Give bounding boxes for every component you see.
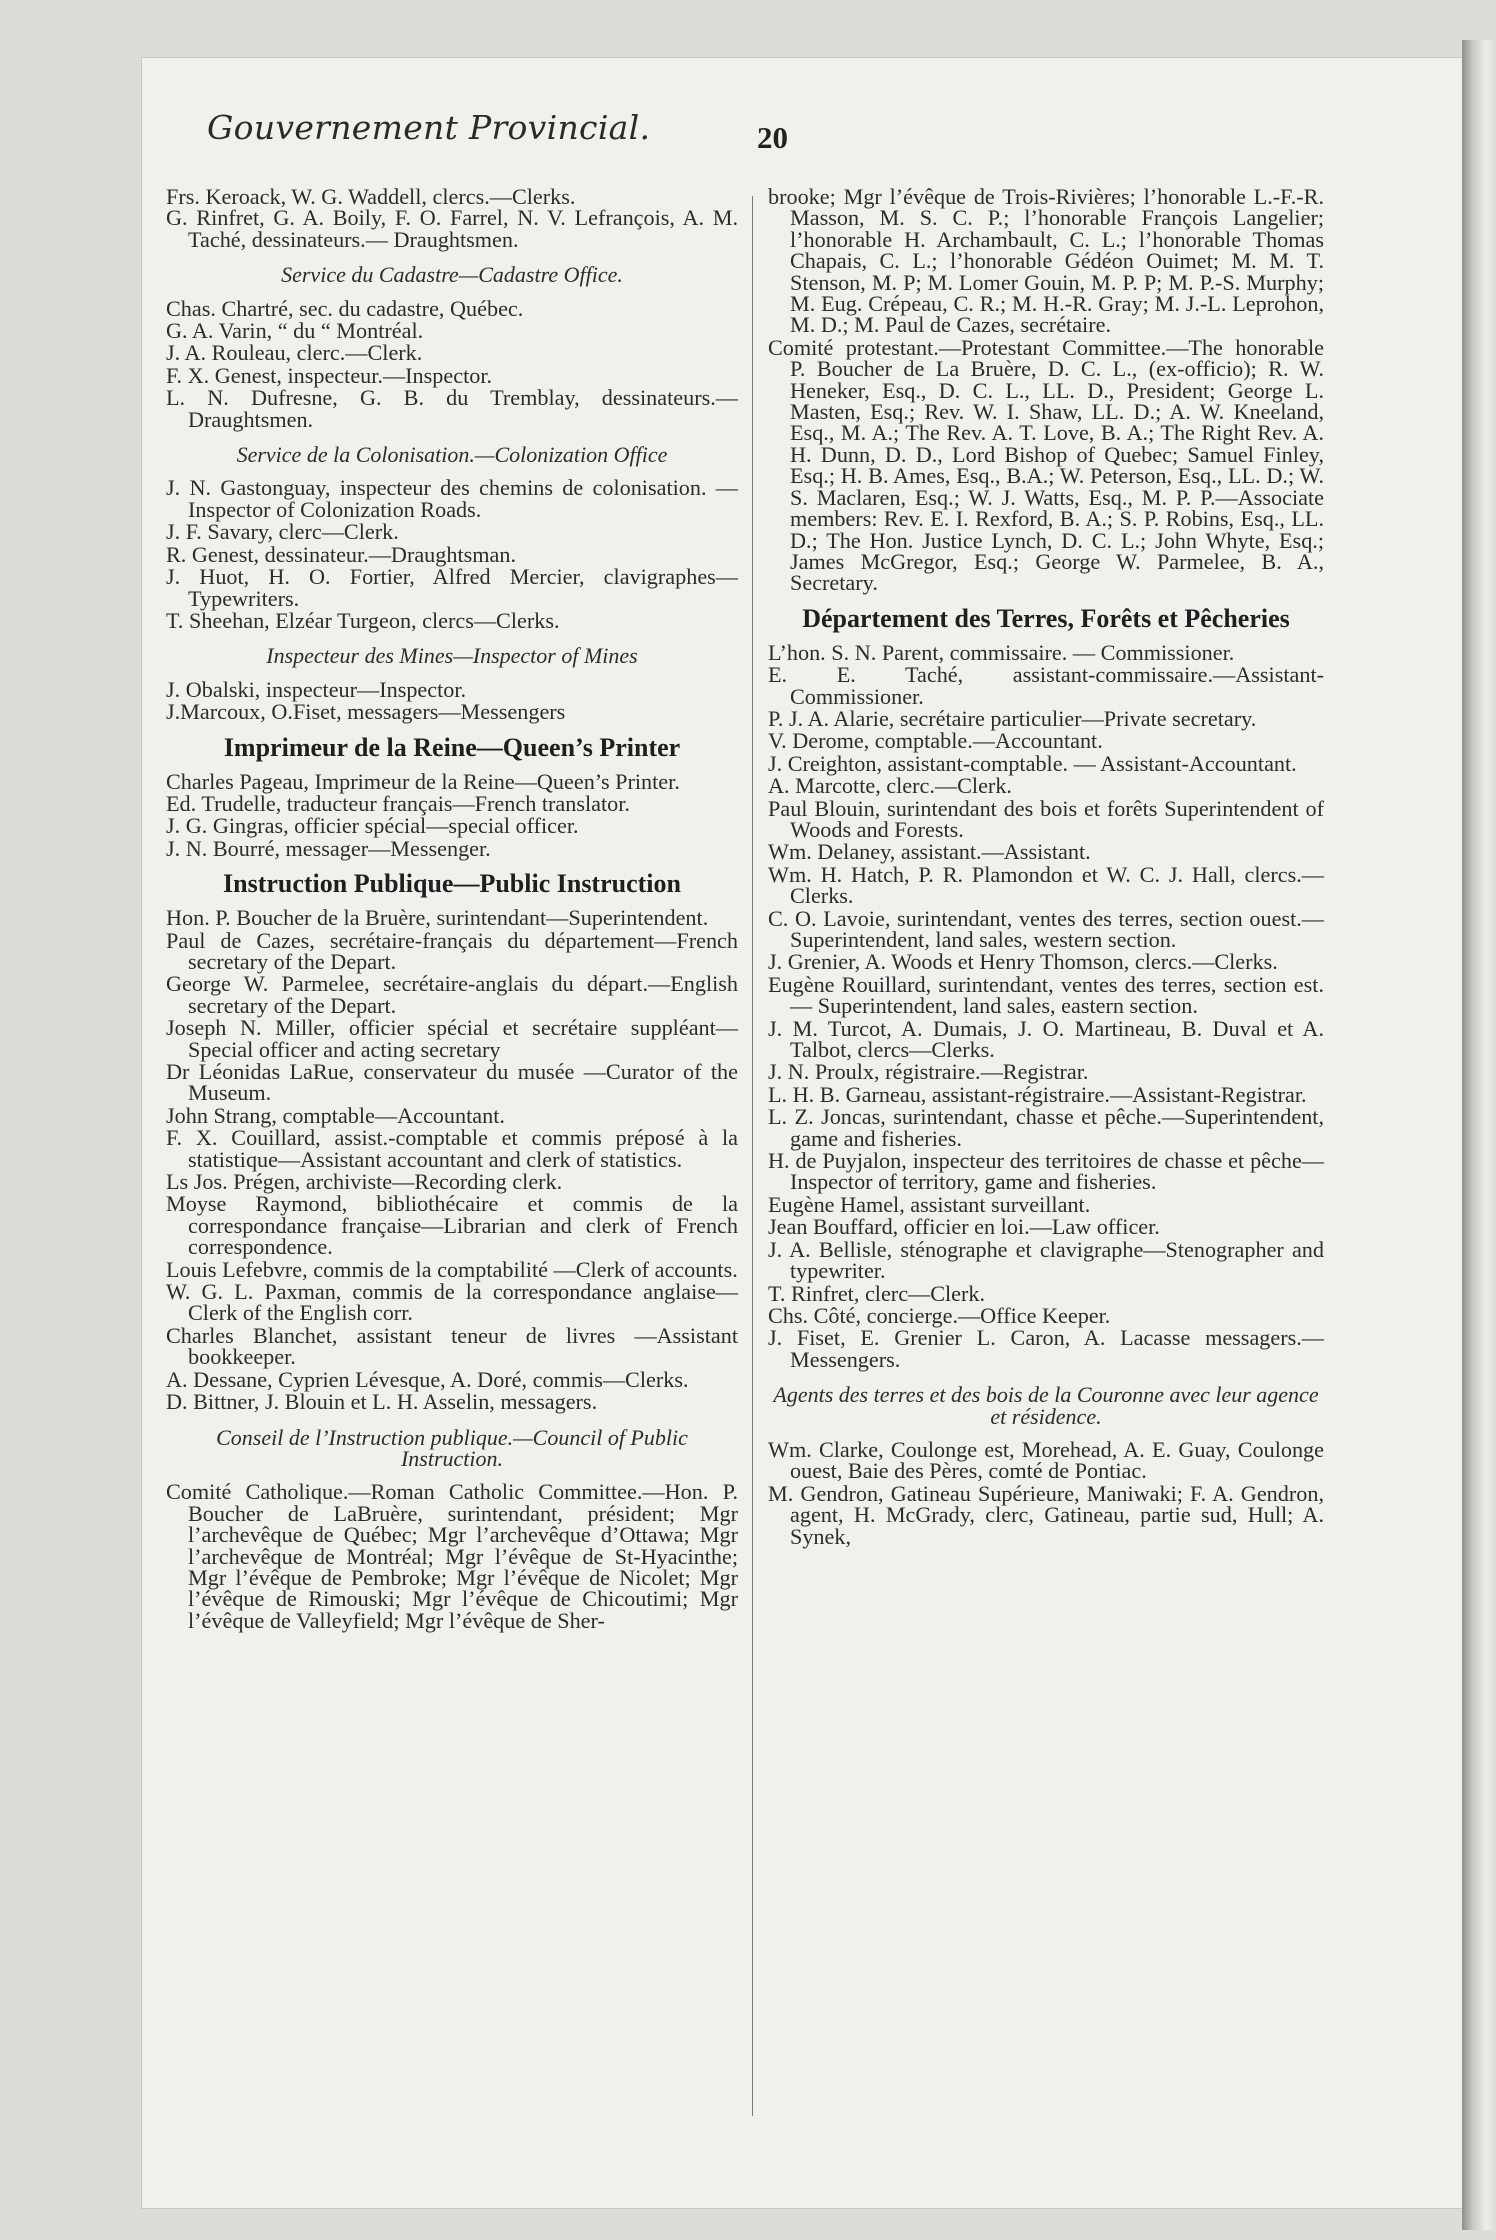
directory-entry: [768, 1280, 1324, 1306]
directory-entry: [768, 639, 1324, 665]
directory-entry: [166, 1281, 738, 1324]
directory-entry: [166, 1256, 738, 1282]
directory-entry: [768, 186, 1324, 336]
directory-entry: [166, 477, 738, 520]
entry-text: J. Huot, H. O. Fortier, Alfred Mercier, clavigraphes—Typewriters.: [166, 564, 738, 611]
entry-text: Ls Jos. Prégen, archiviste—Recording clerk.: [166, 1169, 563, 1195]
directory-entry: [166, 1322, 738, 1370]
directory-entry: [166, 519, 738, 545]
entry-text: J. Grenier, A. Woods et Henry Thomson, clercs.—Clerks.: [768, 949, 1278, 975]
book-edge: [1462, 40, 1496, 2230]
entry-text: T. Rinfret, clerc—Clerk.: [768, 1280, 986, 1306]
directory-entry: [166, 1389, 738, 1415]
directory-entry: [768, 750, 1324, 776]
directory-entry: [166, 699, 738, 725]
directory-entry: [768, 971, 1324, 1019]
entry-text: J. A. Bellisle, sténographe et clavigraphe—Stenographer and typewriter.: [768, 1236, 1324, 1284]
entry-text: H. de Puyjalon, inspecteur des territoires de chasse et pêche—Inspector of territory, game and fisheries.: [768, 1148, 1324, 1195]
entry-text: M. Gendron, Gatineau Supérieure, Maniwaki; F. A. Gendron, agent, H. McGrady, clerc, Gatineau, partie sud, Hull; A. Synek,: [768, 1480, 1324, 1549]
entry-text: Charles Blanchet, assistant teneur de livres —Assistant bookkeeper.: [166, 1322, 738, 1370]
directory-entry: [768, 1191, 1324, 1217]
directory-entry: [166, 973, 738, 1016]
directory-entry: [166, 768, 738, 794]
entry-text: J. N. Gastonguay, inspecteur des chemins de colonisation. — Inspector of Colonization Roads.: [166, 475, 738, 522]
directory-entry: [166, 607, 738, 633]
entry-text: Paul de Cazes, secrétaire-français du département—French secretary of the Depart.: [166, 927, 738, 974]
entry-text: J. F. Savary, clerc—Clerk.: [166, 519, 399, 545]
directory-entry: [166, 813, 738, 839]
page-number: 20: [757, 120, 788, 155]
directory-entry: [166, 566, 738, 609]
directory-entry: [768, 773, 1324, 799]
directory-entry: [768, 1436, 1324, 1484]
entry-text: John Strang, comptable—Accountant.: [166, 1102, 505, 1128]
entry-text: G. A. Varin, “ du “ Montréal.: [166, 318, 424, 344]
entry-text: brooke; Mgr l’évêque de Trois-Rivières; l’honorable L.-F.-R. Masson, M. S. C. P.; l’honorable François Langelier; l’honorable H. Archambault, C. L.; l’honorable Thomas Chapais, C. L.; l’honorable Gédéon Ouimet; M. M. T. Stenson, M. P; M. Lomer Gouin, M. P. P; M. P.-S. Murphy; M. Eug. Crépeau, C. R.; M. H.-R. Gray; M. J.-L. Leprohon, M. D.; M. Paul de Cazes, secrétaire.: [768, 184, 1324, 338]
directory-entry: [768, 1327, 1324, 1370]
directory-entry: [768, 728, 1324, 754]
entry-text: R. Genest, dessinateur.—Draughtsman.: [166, 541, 517, 567]
entry-text: J. A. Rouleau, clerc.—Clerk.: [166, 340, 423, 366]
entry-text: Wm. Delaney, assistant.—Assistant.: [768, 839, 1091, 865]
directory-entry: [768, 1480, 1324, 1549]
entry-text: E. E. Taché, assistant-commissaire.—Assistant-Commissioner.: [768, 662, 1324, 709]
entry-text: G. Rinfret, G. A. Boily, F. O. Farrel, N. V. Lefrançois, A. M. Taché, dessinateurs.— Draughtsmen.: [166, 205, 738, 252]
entry-text: Moyse Raymond, bibliothécaire et commis de la correspondance française—Librarian and clerk of French correspondence.: [166, 1191, 738, 1260]
directory-entry: [166, 1169, 738, 1195]
entry-text: T. Sheehan, Elzéar Turgeon, clercs—Clerks.: [166, 607, 560, 633]
directory-entry: [166, 387, 738, 430]
entry-text: J. G. Gingras, officier spécial—special officer.: [166, 813, 579, 839]
entry-text: Joseph N. Miller, officier spécial et secrétaire suppléant—Special officer and acting secretary: [166, 1015, 738, 1062]
directory-entry: [166, 340, 738, 366]
entry-text: J.Marcoux, O.Fiset, messagers—Messengers: [166, 699, 566, 725]
section-heading: Instruction Publique—Public Instruction: [223, 869, 681, 899]
entry-text: J. Creighton, assistant-comptable. — Assistant-Accountant.: [768, 750, 1297, 776]
directory-entry: [166, 1481, 738, 1631]
entry-text: Comité Catholique.—Roman Catholic Committee.—Hon. P. Boucher de LaBruère, surintendant, président; Mgr l’archevêque de Québec; Mgr l’archevêque d’Ottawa; Mgr l’archevêque de Montréal; Mgr l’évêque de St-Hyacinthe; Mgr l’évêque de Pembroke; Mgr l’évêque de Nicolet; Mgr l’évêque de Rimouski; Mgr l’évêque de Chicoutimi; Mgr l’évêque de Valleyfield; Mgr l’évêque de Sher-: [166, 1479, 738, 1633]
directory-entry: [166, 318, 738, 344]
directory-entry: [768, 949, 1324, 975]
directory-entry: [166, 541, 738, 567]
directory-entry: [166, 905, 738, 931]
entry-text: P. J. A. Alarie, secrétaire particulier—Private secretary.: [768, 705, 1257, 731]
entry-text: Chas. Chartré, sec. du cadastre, Québec.: [166, 295, 524, 321]
entry-text: F. X. Couillard, assist.-comptable et commis préposé à la statistique—Assistant accountant and clerk of statistics.: [166, 1125, 738, 1172]
directory-entry: [768, 1150, 1324, 1193]
section-subheading: Service du Cadastre—Cadastre Office.: [281, 262, 623, 288]
directory-entry: [768, 1302, 1324, 1328]
entry-text: J. N. Bourré, messager—Messenger.: [166, 835, 491, 861]
entry-text: L. H. B. Garneau, assistant-régistraire.—Assistant-Registrar.: [768, 1081, 1307, 1107]
entry-text: C. O. Lavoie, surintendant, ventes des terres, section ouest.—Superintendent, land sales, western section.: [768, 905, 1324, 952]
directory-entry: [768, 1015, 1324, 1063]
entry-text: Eugène Rouillard, surintendant, ventes des terres, section est. — Superintendent, land sales, eastern section.: [768, 971, 1324, 1019]
directory-entry: [768, 1236, 1324, 1284]
directory-entry: [166, 1017, 738, 1060]
section-subheading: Inspecteur des Mines—Inspector of Mines: [266, 643, 638, 669]
directory-entry: [768, 1081, 1324, 1107]
directory-entry: [768, 795, 1324, 842]
entry-text: Wm. H. Hatch, P. R. Plamondon et W. C. J. Hall, clercs.—Clerks.: [768, 861, 1324, 909]
directory-entry: [768, 861, 1324, 909]
left-column: [166, 186, 738, 1632]
page-header-title: Gouvernement Provincial.: [207, 108, 651, 147]
directory-entry: [166, 1366, 738, 1392]
directory-entry: [768, 1059, 1324, 1085]
entry-text: Jean Bouffard, officier en loi.—Law officer.: [768, 1214, 1160, 1240]
directory-entry: [768, 1214, 1324, 1240]
directory-entry: [166, 1061, 738, 1104]
column-divider: [752, 196, 753, 2116]
section-subheading: Conseil de l’Instruction publique.—Council of Public Instruction.: [216, 1424, 688, 1471]
entry-text: Hon. P. Boucher de la Bruère, surintendant—Superintendent.: [166, 905, 709, 931]
directory-entry: [166, 1127, 738, 1170]
entry-text: A. Dessane, Cyprien Lévesque, A. Doré, commis—Clerks.: [166, 1366, 689, 1392]
entry-text: J. Fiset, E. Grenier L. Caron, A. Lacasse messagers.—Messengers.: [768, 1325, 1324, 1372]
entry-text: Wm. Clarke, Coulonge est, Morehead, A. E. Guay, Coulonge ouest, Baie des Pères, comté de Pontiac.: [768, 1436, 1324, 1484]
entry-text: A. Marcotte, clerc.—Clerk.: [768, 773, 1012, 799]
entry-text: Comité protestant.—Protestant Committee.—The honorable P. Boucher de La Bruère, D. C. L., (ex-officio); R. W. Heneker, Esq., D. C. L., LL. D., President; George L. Masten, Esq.; Rev. W. I. Shaw, LL. D.; A. W. Kneeland, Esq., M. A.; The Rev. A. T. Love, B. A.; The Right Rev. A. H. Dunn, D. D., Lord Bishop of Quebec; Samuel Finley, Esq.; H. B. Ames, Esq., B.A.; W. Peterson, Esq., LL. D.; W. S. Maclaren, Esq.; W. J. Watts, Esq., M. P. P.—Associate members: Rev. E. I. Rexford, B. A.; S. P. Robins, Esq., LL. D.; The Hon. Justice Lynch, D. C. L.; John Whyte, Esq.; James McGregor, Esq.; George W. Parmelee, B. A., Secretary.: [768, 334, 1324, 596]
directory-entry: [166, 1191, 738, 1260]
right-column: [768, 186, 1324, 1548]
entry-text: Eugène Hamel, assistant surveillant.: [768, 1191, 1091, 1217]
entry-text: Chs. Côté, concierge.—Office Keeper.: [768, 1302, 1111, 1328]
entry-text: F. X. Genest, inspecteur.—Inspector.: [166, 362, 493, 388]
directory-entry: [166, 1102, 738, 1128]
entry-text: J. M. Turcot, A. Dumais, J. O. Martineau, B. Duval et A. Talbot, clercs—Clerks.: [768, 1015, 1324, 1063]
directory-entry: [768, 334, 1324, 596]
entry-text: Paul Blouin, surintendant des bois et forêts Superintendent of Woods and Forests.: [768, 795, 1324, 842]
section-heading: Département des Terres, Forêts et Pêcheries: [802, 603, 1290, 633]
entry-text: Frs. Keroack, W. G. Waddell, clercs.—Clerks.: [166, 184, 576, 209]
section-subheading: Agents des terres et des bois de la Couronne avec leur agence et résidence.: [773, 1382, 1319, 1429]
entry-text: Ed. Trudelle, traducteur français—French translator.: [166, 790, 630, 816]
entry-text: Charles Pageau, Imprimeur de la Reine—Queen’s Printer.: [166, 768, 680, 794]
entry-text: Dr Léonidas LaRue, conservateur du musée —Curator of the Museum.: [166, 1059, 738, 1106]
entry-text: Louis Lefebvre, commis de la comptabilité —Clerk of accounts.: [166, 1256, 738, 1282]
section-heading: Imprimeur de la Reine—Queen’s Printer: [223, 732, 681, 762]
directory-entry: [768, 1106, 1324, 1149]
directory-entry: [166, 362, 738, 388]
directory-entry: [166, 676, 738, 702]
entry-text: L’hon. S. N. Parent, commissaire. — Commissioner.: [768, 639, 1235, 665]
entry-text: L. Z. Joncas, surintendant, chasse et pêche.—Superintendent, game and fisheries.: [768, 1104, 1324, 1151]
directory-entry: [166, 186, 738, 250]
entry-text: D. Bittner, J. Blouin et L. H. Asselin, messagers.: [166, 1389, 598, 1415]
directory-entry: [768, 705, 1324, 731]
entry-text: V. Derome, comptable.—Accountant.: [768, 728, 1103, 754]
directory-entry: [768, 664, 1324, 707]
directory-entry: [768, 839, 1324, 865]
entry-text: L. N. Dufresne, G. B. du Tremblay, dessinateurs.—Draughtsmen.: [166, 385, 738, 432]
entry-text: W. G. L. Paxman, commis de la correspondance anglaise—Clerk of the English corr.: [166, 1279, 738, 1326]
entry-text: J. Obalski, inspecteur—Inspector.: [166, 676, 467, 702]
directory-entry: [768, 905, 1324, 952]
directory-entry: [166, 927, 738, 974]
entry-text: J. N. Proulx, régistraire.—Registrar.: [768, 1059, 1089, 1085]
section-subheading: Service de la Colonisation.—Colonization Office: [236, 442, 668, 468]
directory-entry: [166, 790, 738, 816]
entry-text: George W. Parmelee, secrétaire-anglais du départ.—English secretary of the Depart.: [166, 971, 738, 1018]
directory-entry: [166, 295, 738, 321]
directory-entry: [166, 835, 738, 861]
